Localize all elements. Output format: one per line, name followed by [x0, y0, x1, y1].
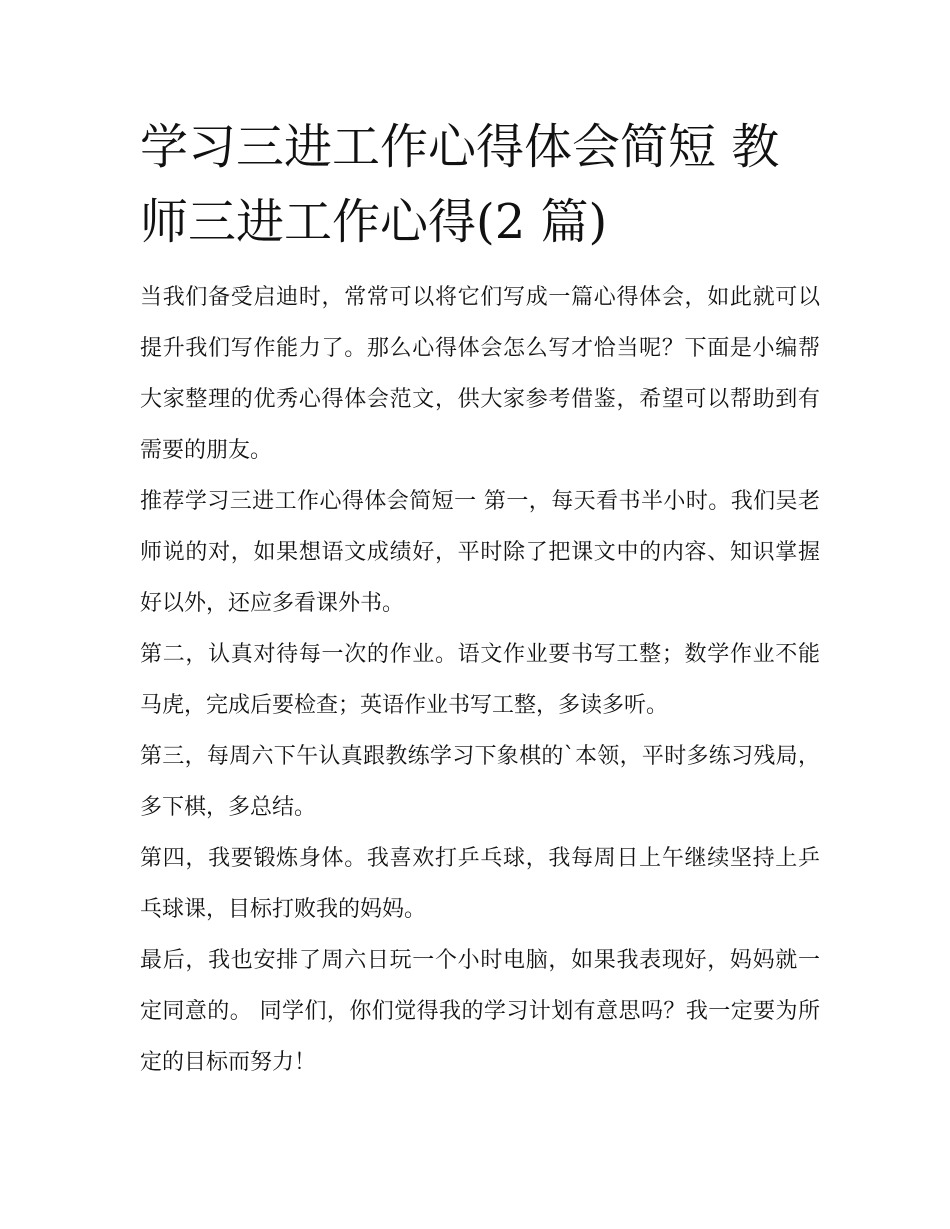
- document-title: 学习三进工作心得体会简短 教师三进工作心得(2 篇): [140, 119, 780, 250]
- paragraph-third: 第三，每周六下午认真跟教练学习下象棋的`本领，平时多练习残局，多下棋，多总结。: [140, 744, 820, 820]
- paragraph-intro: 当我们备受启迪时，常常可以将它们写成一篇心得体会，如此就可以提升我们写作能力了。那么心得体会怎么写才恰当呢？下面是小编帮大家整理的优秀心得体会范文，供大家参考借鉴，希望可以帮助到有需要的朋友。: [140, 285, 820, 463]
- paragraph-second: 第二，认真对待每一次的作业。语文作业要书写工整；数学作业不能马虎，完成后要检查；英语作业书写工整，多读多听。: [140, 642, 820, 718]
- paragraph-first: 推荐学习三进工作心得体会简短一 第一，每天看书半小时。我们吴老师说的对，如果想语文成绩好，平时除了把课文中的内容、知识掌握好以外，还应多看课外书。: [140, 489, 820, 616]
- document-body: [140, 272, 820, 1088]
- paragraph-final: 最后，我也安排了周六日玩一个小时电脑，如果我表现好，妈妈就一定同意的。 同学们，你们觉得我的学习计划有意思吗？我一定要为所定的目标而努力！: [140, 948, 820, 1075]
- paragraph-fourth: 第四，我要锻炼身体。我喜欢打乒乓球，我每周日上午继续坚持上乒乓球课，目标打败我的妈妈。: [140, 846, 820, 922]
